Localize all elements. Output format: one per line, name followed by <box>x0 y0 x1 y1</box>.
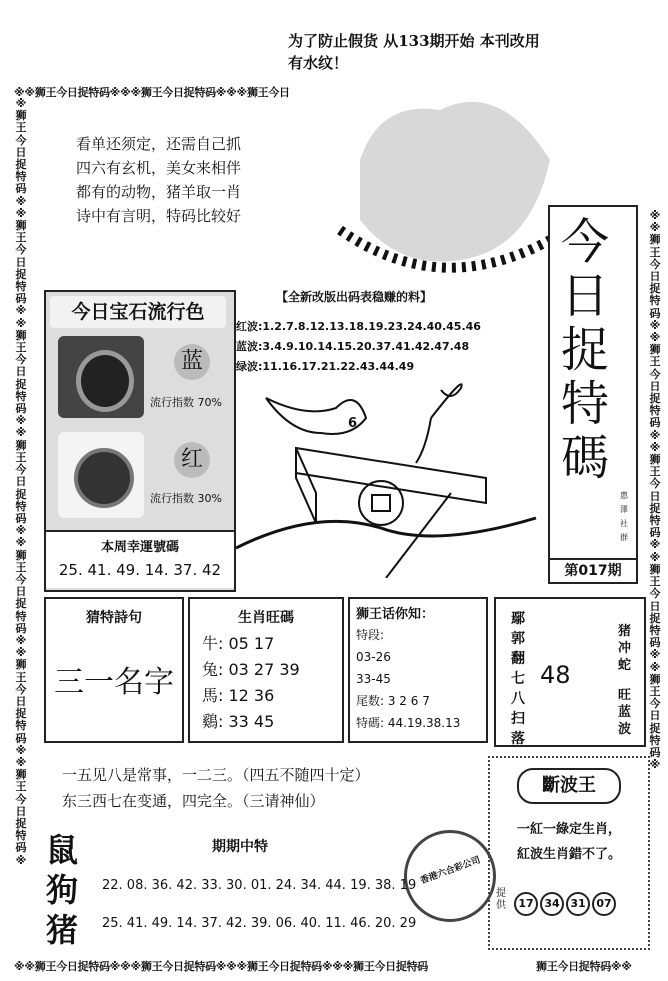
stamp-text: 香港六合彩公司 <box>419 855 482 887</box>
blue-wave: 蓝波:3.4.9.10.14.15.20.37.41.42.47.48 <box>236 340 470 353</box>
border-strip-right: ※※狮王今日捉特码※※狮王今日捉特码※※狮王今日捉特码※※狮王今日捉特码※※狮王今日捉特码※ <box>649 210 661 772</box>
riddle-box <box>44 597 184 743</box>
wave-king-box <box>488 756 650 950</box>
lucky-title: 本周幸運號碼 <box>100 540 179 555</box>
side-char: 鄢 <box>511 611 525 627</box>
ink-illustration <box>320 40 560 280</box>
verse-line-1: 一五见八是常事，一二三。（四五不随四十定） <box>62 766 370 784</box>
lion-says-row: 33-45 <box>356 672 391 686</box>
title-text: 今日捉特碼 <box>560 214 609 486</box>
lion-says-row: 特碼: 44.19.38.13 <box>356 716 461 730</box>
number-ball: 17 <box>514 892 538 916</box>
winning-row-2: 25. 41. 49. 14. 37. 42. 39. 06. 40. 11. 46. 20. 29 <box>102 916 417 931</box>
stamp <box>404 830 496 922</box>
gem-title: 今日宝石流行色 <box>50 296 226 328</box>
poem-line: 四六有玄机，美女来相伴 <box>76 159 242 177</box>
border-strip-bottom: ※※狮王今日捉特码※※※狮王今日捉特码※※※狮王今日捉特码※※※狮王今日捉特码 <box>14 960 428 973</box>
lucky-box <box>46 530 234 588</box>
zodiac-row: 馬: 12 36 <box>202 686 275 705</box>
zodiac-row: 鷄: 33 45 <box>202 712 275 731</box>
poem-line: 诗中有言明，特码比较好 <box>76 207 242 225</box>
lion-says-row: 特段: <box>356 628 385 642</box>
poem-line: 看单还须定，还需自己抓 <box>76 135 242 153</box>
lion-says-row: 03-26 <box>356 650 391 664</box>
number-ball: 31 <box>566 892 590 916</box>
gem-panel <box>44 290 236 592</box>
lucky-numbers: 25. 41. 49. 14. 37. 42 <box>58 561 222 579</box>
side-right-col-2: 旺蓝波 <box>618 688 632 737</box>
red-wave: 红波:1.2.7.8.12.13.18.19.23.24.40.45.46 <box>236 320 481 333</box>
side-char: 七 <box>511 671 525 687</box>
title-box <box>548 205 638 584</box>
gem-index-2: 流行指数 30% <box>150 492 222 505</box>
gem-index-1: 流行指数 70% <box>150 396 222 409</box>
poem <box>76 132 241 228</box>
lion-says-box <box>348 597 488 743</box>
animals <box>46 830 82 950</box>
zodiac-row: 兔: 03 27 39 <box>202 660 300 679</box>
animal-char: 狗 <box>46 871 79 909</box>
side-char: 翻 <box>511 651 525 667</box>
color-badge-red: 红 <box>174 442 210 478</box>
animal-char: 鼠 <box>46 831 79 869</box>
zodiac-list <box>190 631 342 735</box>
side-right-col-1: 猪冲蛇 <box>618 624 632 673</box>
border-strip-bottom-right: 狮王今日捉特码※※ <box>536 958 666 974</box>
animal-char: 猪 <box>46 911 79 949</box>
border-strip-top: ※※狮王今日捉特码※※※狮王今日捉特码※※※狮王今日 <box>14 86 290 99</box>
side-char: 郭 <box>511 631 525 647</box>
side-char: 落 <box>511 731 525 747</box>
wave-king-line-2: 紅波生肖錯不了。 <box>516 847 621 862</box>
gem-image-1 <box>58 336 144 418</box>
bird-drawing <box>236 378 540 578</box>
side-left-col <box>510 609 526 749</box>
color-badge-blue: 蓝 <box>174 344 210 380</box>
riddle-title: 猜特詩句 <box>86 610 142 626</box>
zodiac-title: 生肖旺碼 <box>238 610 294 626</box>
header-line-1: 为了防止假货 从133期开始 本刊改用 <box>288 32 540 50</box>
number-ball: 07 <box>592 892 616 916</box>
winning-title: 期期中特 <box>212 839 268 855</box>
waves-panel <box>236 288 540 578</box>
number-ball: 34 <box>540 892 564 916</box>
wave-king-tip: 提供 <box>496 888 506 911</box>
bird-number: 6 <box>348 416 358 431</box>
gem-image-2 <box>58 432 144 518</box>
side-box <box>494 597 646 747</box>
issue-number: 第017期 <box>550 558 636 582</box>
side-char: 扫 <box>511 711 525 727</box>
zodiac-row: 牛: 05 17 <box>202 634 275 653</box>
riddle-answer: 三一名字 <box>54 665 174 700</box>
wave-king-line-1: 一紅一綠定生肖， <box>516 822 621 837</box>
publisher: 惠澤社群 <box>620 491 628 542</box>
lion-says-list <box>350 624 486 734</box>
green-wave: 绿波:11.16.17.21.22.43.44.49 <box>236 360 415 373</box>
verse-line-2: 东三西七在变通，四完全。（三请神仙） <box>62 792 325 810</box>
zodiac-box <box>188 597 344 743</box>
winning-row-1: 22. 08. 36. 42. 33. 30. 01. 24. 34. 44. 19. 38. 19 <box>102 878 417 893</box>
lion-says-title: 狮王话你知： <box>356 607 435 622</box>
wave-king-balls <box>514 892 618 916</box>
side-number: 48 <box>540 661 571 689</box>
border-strip-left: ※狮王今日捉特码※※狮王今日捉特码※※狮王今日捉特码※※狮王今日捉特码※※狮王今日捉特码※※狮王今日捉特码※※狮王今日捉特码※ <box>15 98 27 867</box>
waves-title: 【全新改版出码表稳赚的料】 <box>276 290 433 304</box>
side-char: 八 <box>511 691 525 707</box>
lion-says-row: 尾数: 3 2 6 7 <box>356 694 430 708</box>
wave-king-title: 斷波王 <box>517 768 621 804</box>
poem-line: 都有的动物，猪羊取一肖 <box>76 183 242 201</box>
header-line-2: 有水纹！ <box>288 54 349 72</box>
